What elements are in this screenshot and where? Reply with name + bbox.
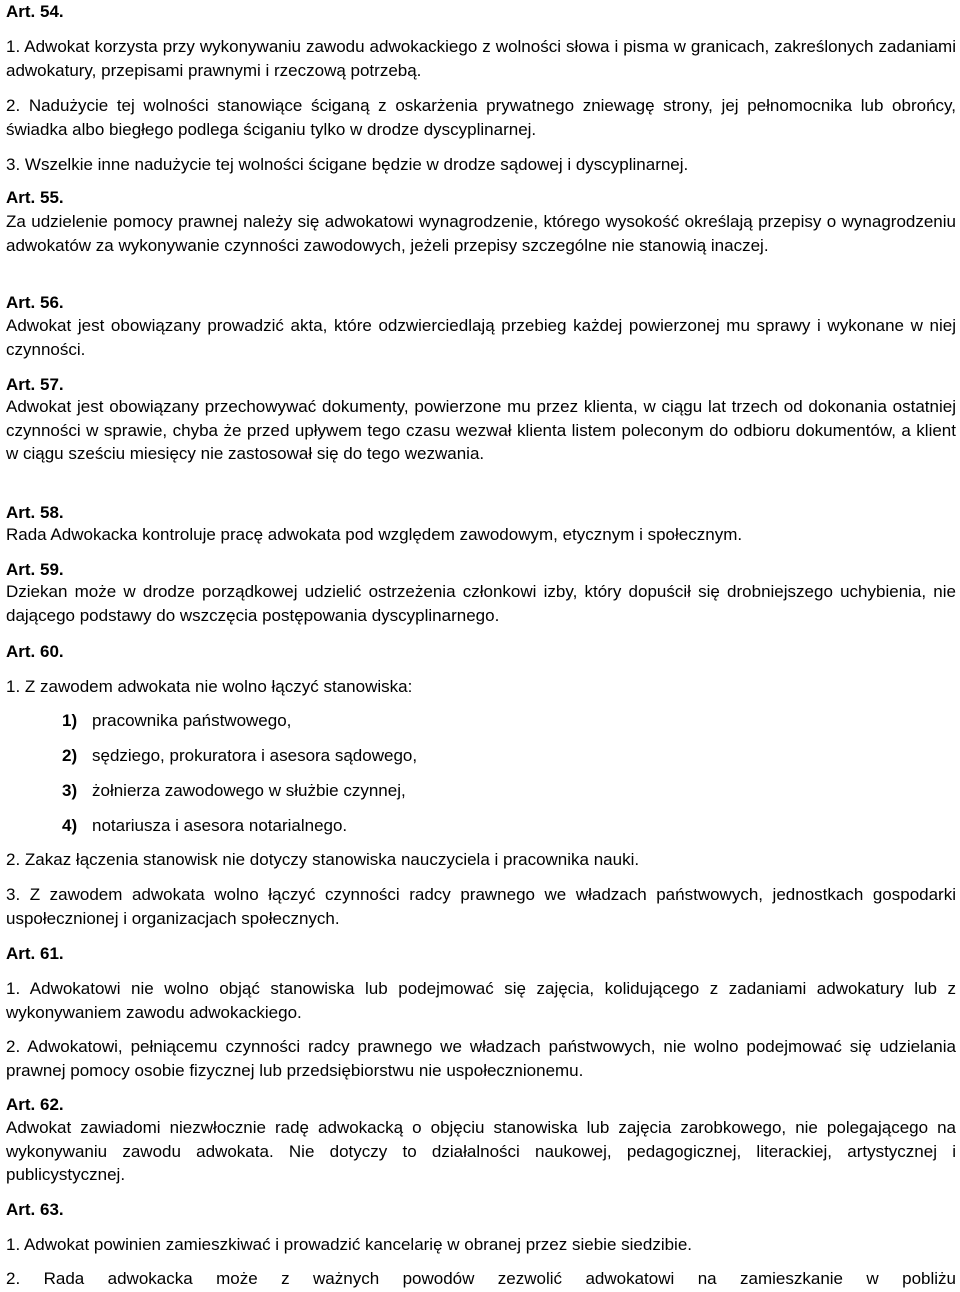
- list-item-text: sędziego, prokuratora i asesora sądowego,: [92, 746, 418, 765]
- article-60-paragraph-2: 2. Zakaz łączenia stanowisk nie dotyczy stanowiska nauczyciela i pracownika nauki.: [6, 850, 640, 869]
- article-63-paragraph-1: 1. Adwokat powinien zamieszkiwać i prowadzić kancelarię w obranej przez siebie siedzibie.: [6, 1235, 693, 1254]
- article-59-heading: Art. 59.: [6, 560, 64, 579]
- paragraph-text: Adwokat korzysta przy wykonywaniu zawodu adwokackiego z wolności słowa i pisma w granicach, zakreślonych zadaniami adwokatury, przepisami prawnymi i rzeczową potrzebą.: [6, 37, 956, 80]
- paragraph-number: 3.: [6, 155, 21, 174]
- article-57-text: Adwokat jest obowiązany przechowywać dokumenty, powierzone mu przez klienta, w ciągu lat trzech od dokonania ostatniej czynności w sprawie, chyba że przed upływem tego czasu wezwał klienta listem poleconym do odbioru dokumentów, a klient w ciągu sześciu miesięcy nie zastosował się do tego wezwania.: [6, 397, 956, 463]
- article-61-paragraph-2: 2. Adwokatowi, pełniącemu czynności radcy prawnego we władzach państwowych, nie wolno podejmować się udzielania prawnej pomocy osobie fizycznej lub przedsiębiorstwu nie uspołecznionemu.: [6, 1037, 956, 1080]
- article-60-list-item: [62, 709, 291, 733]
- article-62-heading: Art. 62.: [6, 1095, 64, 1114]
- article-60-heading: Art. 60.: [6, 642, 64, 661]
- article-60-list-item: [62, 779, 406, 803]
- article-60-list-item: [62, 744, 417, 768]
- article-60-paragraph-3: 3. Z zawodem adwokata wolno łączyć czynności radcy prawnego we władzach państwowych, jednostkach gospodarki uspołecznionej i organizacjach społecznych.: [6, 885, 956, 928]
- list-item-text: żołnierza zawodowego w służbie czynnej,: [92, 781, 406, 800]
- article-54-paragraph-3: [6, 153, 956, 177]
- list-item-number: 4): [62, 816, 78, 835]
- article-63-paragraph-2: 2. Rada adwokacka może z ważnych powodów zezwolić adwokatowi na zamieszkanie w pobliżu: [6, 1269, 956, 1288]
- article-58-heading: Art. 58.: [6, 503, 64, 522]
- list-item-number: 3): [62, 781, 78, 800]
- article-57-heading: Art. 57.: [6, 375, 64, 394]
- article-59-text: Dziekan może w drodze porządkowej udzielić ostrzeżenia członkowi izby, który dopuścił się drobniejszego uchybienia, nie dającego podstawy do wszczęcia postępowania dyscyplinarnego.: [6, 582, 956, 625]
- article-54-paragraph-2: [6, 94, 956, 141]
- paragraph-number: 1.: [6, 37, 21, 56]
- article-55-heading: Art. 55.: [6, 188, 64, 207]
- list-item-text: pracownika państwowego,: [92, 711, 292, 730]
- article-56-text: Adwokat jest obowiązany prowadzić akta, które odzwierciedlają przebieg każdej powierzonej mu sprawy i wykonane w niej czynności.: [6, 316, 956, 359]
- article-62-text: Adwokat zawiadomi niezwłocznie radę adwokacką o objęciu stanowiska lub zajęcia zarobkowego, nie polegającego na wykonywaniu zawodu adwokata. Nie dotyczy to działalności naukowej, pedagogicznej, literackiej, artystycznej i publicystycznej.: [6, 1118, 956, 1184]
- article-60-paragraph-1: 1. Z zawodem adwokata nie wolno łączyć stanowiska:: [6, 677, 413, 696]
- article-58-text: Rada Adwokacka kontroluje pracę adwokata pod względem zawodowym, etycznym i społecznym.: [6, 525, 743, 544]
- article-63-heading: Art. 63.: [6, 1200, 64, 1219]
- article-61-heading: Art. 61.: [6, 944, 64, 963]
- article-61-paragraph-1: 1. Adwokatowi nie wolno objąć stanowiska lub podejmować się zajęcia, kolidującego z zadaniami adwokatury lub z wykonywaniem zawodu adwokackiego.: [6, 979, 956, 1022]
- list-item-number: 2): [62, 746, 78, 765]
- paragraph-number: 2.: [6, 96, 21, 115]
- list-item-number: 1): [62, 711, 78, 730]
- article-55-text: Za udzielenie pomocy prawnej należy się adwokatowi wynagrodzenie, którego wysokość określają przepisy o wynagrodzeniu adwokatów za wykonywanie czynności zawodowych, jeżeli przepisy szczególne nie stanowią inaczej.: [6, 212, 956, 255]
- article-54-paragraph-1: [6, 35, 956, 82]
- article-60-list-item: [62, 814, 347, 838]
- article-56-heading: Art. 56.: [6, 293, 64, 312]
- article-54-heading: Art. 54.: [6, 2, 64, 21]
- paragraph-text: Wszelkie inne nadużycie tej wolności ścigane będzie w drodze sądowej i dyscyplinarnej.: [24, 155, 689, 174]
- paragraph-text: Nadużycie tej wolności stanowiące ściganą z oskarżenia prywatnego zniewagę strony, jej pełnomocnika lub obrońcy, świadka albo biegłego podlega ściganiu tylko w drodze dyscyplinarnej.: [6, 96, 956, 139]
- list-item-text: notariusza i asesora notarialnego.: [92, 816, 348, 835]
